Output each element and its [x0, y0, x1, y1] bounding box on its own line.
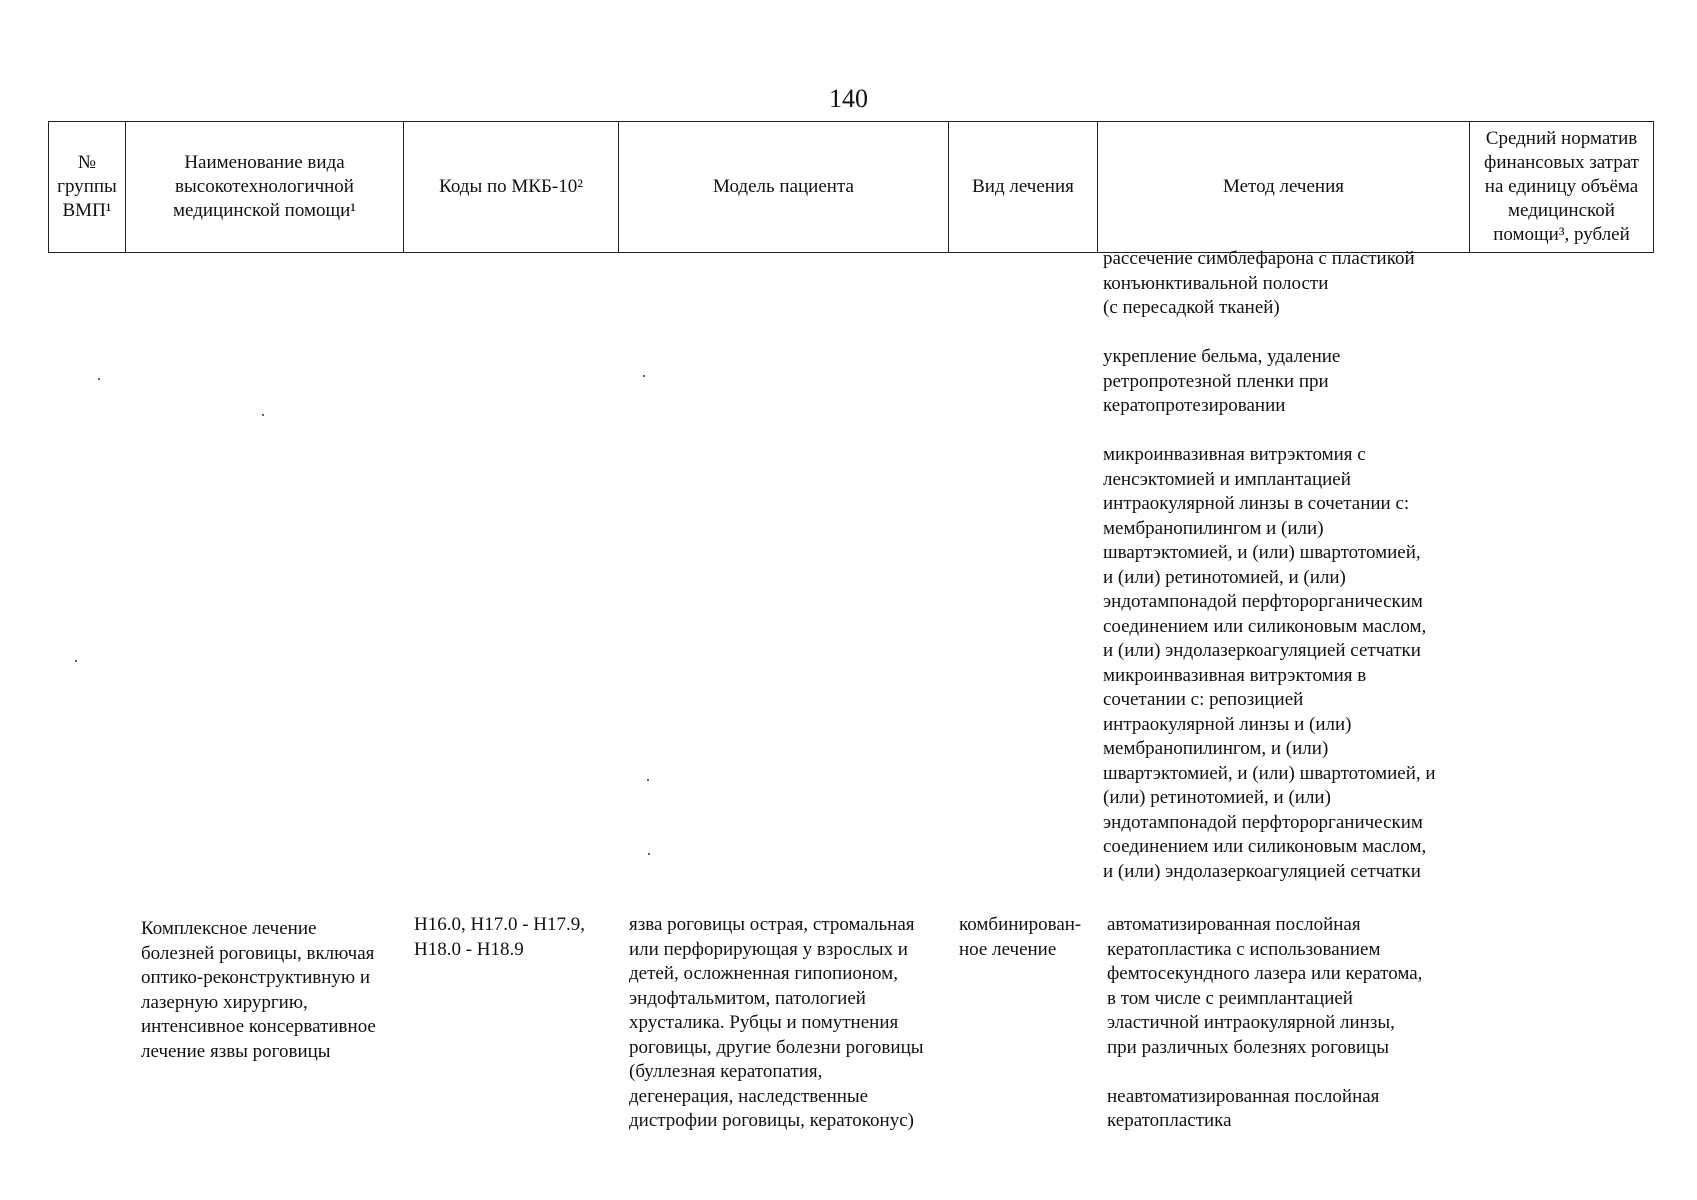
- header-patient-model: Модель пациента: [619, 122, 949, 253]
- header-icd-codes: Коды по МКБ-10²: [404, 122, 619, 253]
- scan-speck: [75, 660, 77, 662]
- entry-treatment-type: комбинирован- ное лечение: [959, 914, 1082, 960]
- scan-speck: [98, 378, 100, 380]
- method-keratoprosthesis: укрепление бельма, удаление ретропротезной пленки при кератопротезировании: [1103, 346, 1341, 416]
- scan-speck: [262, 414, 264, 416]
- header-care-type-name: Наименование вида высокотехнологичной медицинской помощи¹: [126, 122, 404, 253]
- method-manual-keratoplasty: неавтоматизированная послойная кератопластика: [1107, 1085, 1380, 1131]
- continued-methods: [1103, 247, 1483, 884]
- entry-name: Комплексное лечение болезней роговицы, включая оптико-реконструктивную и лазерную хирургию, интенсивное консервативное лечение язвы роговицы: [141, 918, 376, 1062]
- header-treatment-type: Вид лечения: [949, 122, 1098, 253]
- method-symblepharon: рассечение симблефарона с пластикой конъюнктивальной полости (с пересадкой тканей): [1103, 248, 1415, 318]
- entry-patient-model: язва роговицы острая, стромальная или перфорирующая у взрослых и детей, осложненная гипопионом, эндофтальмитом, патологией хрусталика. Рубцы и помутнения роговицы, другие болезни роговицы (буллезная кератопатия, дегенерация, наследственные дистрофии роговицы, кератоконус): [629, 914, 924, 1131]
- scan-speck: [643, 375, 645, 377]
- entry-methods: [1107, 913, 1487, 1134]
- header-cost-standard: Средний норматив финансовых затрат на единицу объёма медицинской помощи³, рублей: [1470, 122, 1654, 253]
- method-vitrectomy: микроинвазивная витрэктомия с ленсэктомией и имплантацией интраокулярной линзы в сочетании с: мембранопилингом и (или) швартэктомией, и (или) швартотомией, и (или) ретинотомией, и (или) эндотампонадой перфторорганическим соединением или силиконовым маслом, и (или) эндолазеркоагуляцией сетчатки микроинвазивная витрэктомия в сочетании с: репозицией интраокулярной линзы и (или) мембранопилингом, и (или) швартэктомией, и (или) швартотомией, и (или) ретинотомией, и (или) эндотампонадой перфторорганическим соединением или силиконовым маслом, и (или) эндолазеркоагуляцией сетчатки: [1103, 444, 1436, 882]
- scan-speck: [648, 853, 650, 855]
- method-automated-keratoplasty: автоматизированная послойная кератопластика с использованием фемтосекундного лазера или кератома, в том числе с реимплантацией эластичной интраокулярной линзы, при различных болезнях роговицы: [1107, 914, 1423, 1058]
- header-group-number: № группы ВМП¹: [49, 122, 126, 253]
- header-treatment-method: Метод лечения: [1098, 122, 1470, 253]
- scan-speck: [647, 779, 649, 781]
- table-header: [48, 121, 1654, 253]
- entry-icd-codes: H16.0, H17.0 - H17.9, H18.0 - H18.9: [414, 914, 585, 960]
- page-number: 140: [829, 84, 868, 113]
